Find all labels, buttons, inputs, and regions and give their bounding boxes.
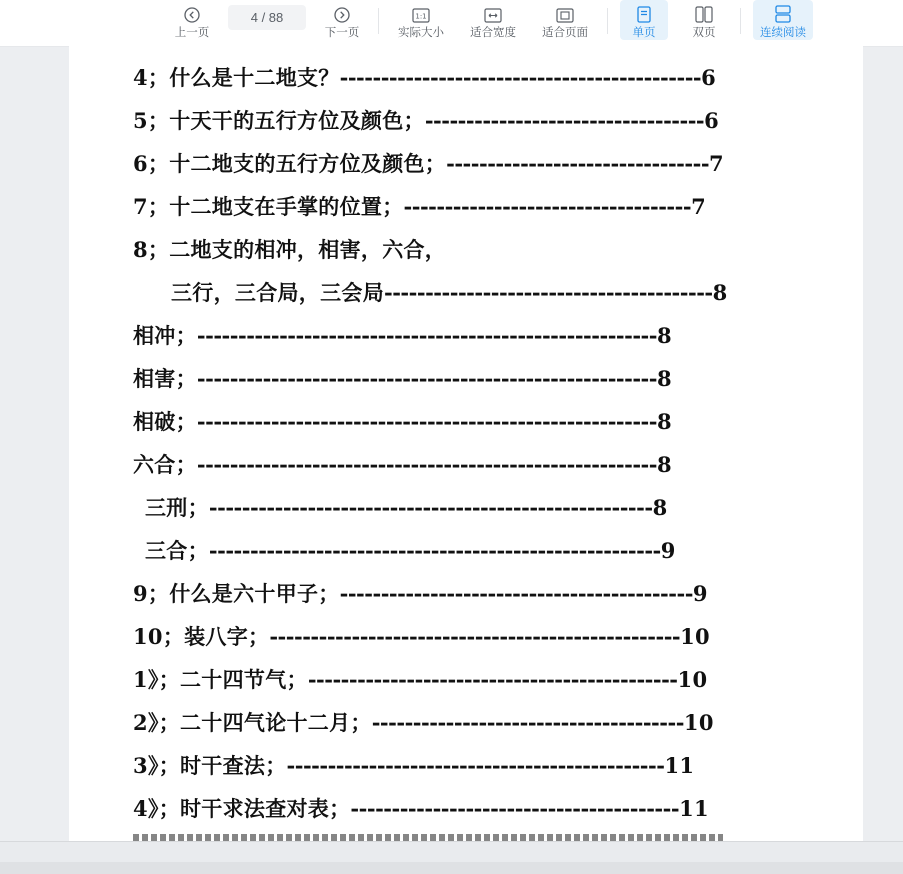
- toc-leader: -----------------------------------: [403, 193, 692, 219]
- toc-leader: ----------------------------------------: [350, 795, 680, 821]
- toc-entry-page: 10: [680, 623, 710, 649]
- toc-entry-page: 9: [660, 537, 676, 563]
- toc-entry-title: 三刑；: [145, 495, 209, 520]
- toc-entry-page: 7: [709, 150, 724, 176]
- toc-entry-page: 10: [677, 666, 708, 692]
- fit-width-button[interactable]: [464, 0, 522, 44]
- toc-entry: [133, 190, 706, 222]
- toc-entry: [133, 749, 694, 781]
- fit-page-label: 适合页面: [542, 27, 588, 39]
- fit-width-icon: [484, 1, 502, 23]
- fit-page-icon: [556, 1, 574, 23]
- toc-entry: [145, 534, 676, 566]
- continuous-reading-button[interactable]: [753, 0, 813, 40]
- toc-leader: --------------------------------------------------------: [196, 408, 657, 434]
- page-number-field[interactable]: [228, 5, 306, 30]
- toc-entry: [133, 577, 708, 609]
- toc-entry-title: 1》；二十四节气；: [133, 667, 308, 692]
- toc-entry-title: 4；什么是十二地支？: [133, 65, 340, 90]
- toc-entry: [133, 706, 714, 738]
- next-page-button[interactable]: [318, 0, 366, 44]
- toolbar-divider: [378, 8, 379, 34]
- current-page[interactable]: 4: [250, 10, 258, 25]
- toc-entry-title: 三合；: [145, 538, 209, 563]
- toc-entry-page: 7: [691, 193, 706, 219]
- toolbar-divider: [607, 8, 608, 34]
- toc-entry-title: 10；装八字；: [133, 624, 270, 649]
- total-pages: / 88: [261, 10, 284, 25]
- continuous-reading-icon: [775, 1, 791, 23]
- toc-entry: [133, 448, 672, 480]
- toc-entry-title: 9；什么是六十甲子；: [133, 581, 340, 606]
- chevron-left-circle-icon: [184, 1, 200, 23]
- toc-leader: --------------------------------------------------------: [196, 322, 657, 348]
- toc-entry-page: 8: [712, 279, 728, 305]
- toc-entry-title: 相冲；: [133, 323, 197, 348]
- toc-entry-page: 11: [679, 795, 709, 821]
- prev-page-label: 上一页: [174, 27, 210, 39]
- toc-entry-title: 3》；时干查法；: [133, 753, 287, 778]
- toc-entry-page: 8: [657, 451, 672, 477]
- double-page-label: 双页: [692, 27, 716, 39]
- fit-page-button[interactable]: [536, 0, 594, 44]
- toc-leader: --------------------------------------------------------: [196, 365, 657, 391]
- toc-entry: [133, 405, 672, 437]
- toc-entry-title: 六合；: [133, 452, 197, 477]
- reader-toolbar: [0, 0, 903, 47]
- toc-entry: [133, 147, 724, 179]
- actual-size-icon: [412, 1, 430, 23]
- actual-size-button[interactable]: [392, 0, 450, 44]
- toc-leader: ------------------------------------------------------: [208, 494, 653, 520]
- toc-entry-title: 7；十二地支在手掌的位置；: [133, 194, 404, 219]
- horizontal-scrollbar[interactable]: [0, 841, 903, 874]
- toc-entry: [145, 491, 667, 523]
- toc-entry-page: 10: [683, 709, 714, 735]
- toc-entry-title: 相破；: [133, 409, 197, 434]
- toc-entry: [133, 233, 446, 265]
- toc-entry-title: 三行，三合局，三会局: [171, 280, 384, 305]
- toc-entry-title: 相害；: [133, 366, 197, 391]
- toc-leader: ----------------------------------: [424, 107, 705, 133]
- toc-entry: [171, 276, 728, 308]
- prev-page-button[interactable]: [168, 0, 216, 44]
- toc-entry-page: 8: [657, 322, 672, 348]
- toc-entry: [133, 663, 707, 695]
- toolbar-divider: [740, 8, 741, 34]
- continuous-reading-label: 连续阅读: [760, 27, 806, 39]
- single-page-icon: [637, 1, 651, 23]
- toc-entry-page: 6: [701, 64, 717, 90]
- toc-leader: -------------------------------------------------------: [208, 537, 661, 563]
- toc-leader: --------------------------------------------------------: [196, 451, 657, 477]
- actual-size-label: 实际大小: [398, 27, 444, 39]
- double-page-button[interactable]: [680, 0, 728, 44]
- toc-entry: [133, 61, 716, 93]
- toc-entry-title: 8；二地支的相冲，相害，六合，: [133, 237, 447, 262]
- fit-width-label: 适合宽度: [470, 27, 516, 39]
- toc-entry: [133, 620, 710, 652]
- toc-entry-title: 2》；二十四气论十二月；: [133, 710, 372, 735]
- toc-leader: --------------------------------------: [371, 709, 684, 735]
- toc-leader: --------------------------------: [446, 150, 710, 176]
- toc-entry-page: 8: [652, 494, 668, 520]
- single-page-button[interactable]: [620, 0, 668, 40]
- toc-entry: [133, 104, 719, 136]
- toc-leader: ---------------------------------------------: [307, 666, 678, 692]
- toc-entry: [133, 792, 709, 824]
- toc-entry-page: 9: [692, 580, 708, 606]
- single-page-label: 单页: [632, 27, 656, 39]
- double-page-icon: [695, 1, 713, 23]
- toc-entry: [133, 319, 672, 351]
- next-page-label: 下一页: [324, 27, 360, 39]
- toc-entry-title: 4》；时干求法查对表；: [133, 796, 351, 821]
- toc-entry-page: 8: [657, 365, 672, 391]
- toc-leader: -------------------------------------------: [339, 580, 693, 606]
- toc-entry-title: 6；十二地支的五行方位及颜色；: [133, 151, 447, 176]
- toc-leader: --------------------------------------------: [339, 64, 702, 90]
- chevron-right-circle-icon: [334, 1, 350, 23]
- toc-entry: [133, 362, 672, 394]
- toc-leader: --------------------------------------------------: [269, 623, 681, 649]
- toc-entry-title: 5；十天干的五行方位及颜色；: [133, 108, 425, 133]
- document-page: [69, 46, 863, 842]
- toc-leader: ----------------------------------------: [384, 279, 713, 305]
- toc-entry-page: 11: [664, 752, 695, 778]
- toc-entry-page: 6: [704, 107, 720, 133]
- svg-text:1:1: 1:1: [415, 12, 427, 21]
- toc-leader: ----------------------------------------------: [286, 752, 665, 778]
- scrollbar-track[interactable]: [0, 862, 903, 874]
- toc-entry-page: 8: [657, 408, 672, 434]
